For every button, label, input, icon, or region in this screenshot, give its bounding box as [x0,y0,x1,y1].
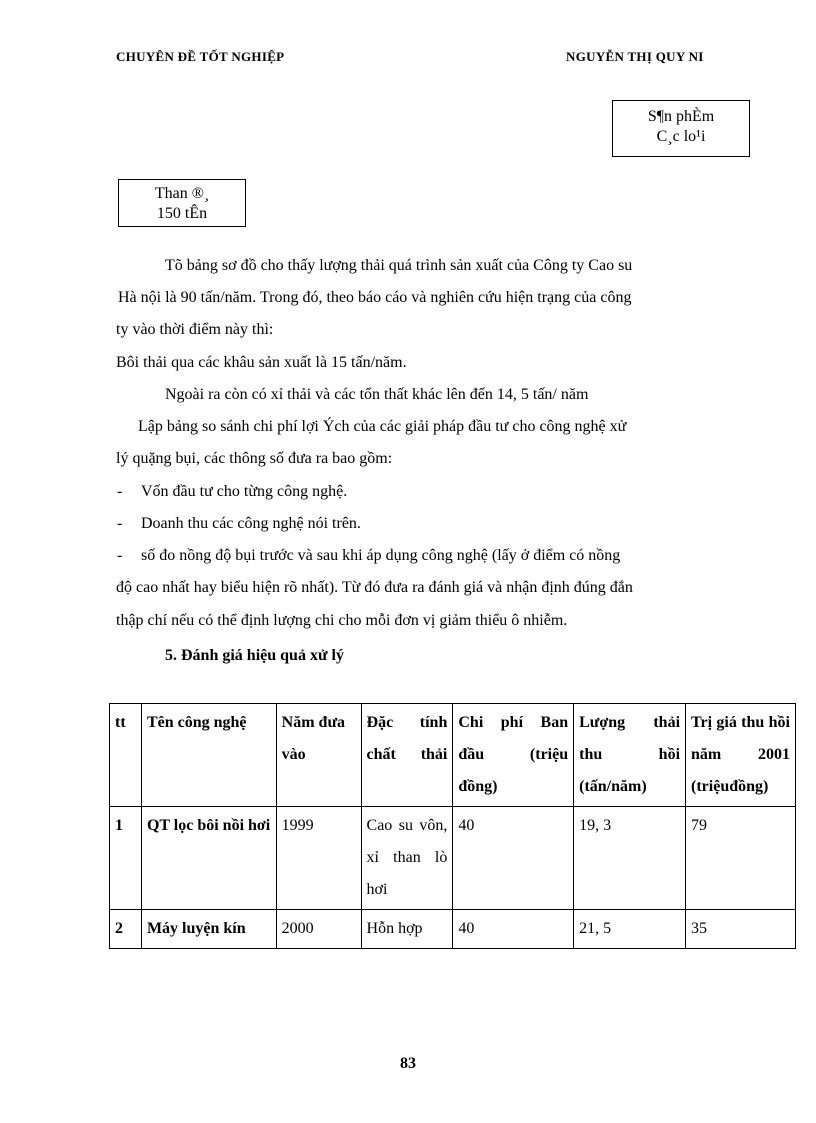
table-cell: 35 [686,910,796,949]
paragraph-line: ty vào thời điểm này thì: [116,321,274,338]
header-cell: Trị giá thu hồi năm 2001 (triệuđồng) [686,704,796,807]
product-box [612,100,750,157]
header-cell: Đặc tính chất thải [361,704,453,807]
header-right: NGUYỄN THỊ QUY NI [566,49,704,64]
table-row [110,910,796,949]
page-number: 83 [400,1055,416,1072]
table-cell: 40 [453,807,574,910]
product-box-line-1: S¶n phÈm [647,108,715,125]
table-cell: Cao su vôn, xỉ than lò hơi [361,807,453,910]
table-cell: 1 [110,807,142,910]
table-row [110,807,796,910]
table-cell: 79 [686,807,796,910]
paragraph-line: thập chí nếu có thể định lượng chi cho mỗi đơn vị giảm thiểu ô nhiễm. [116,612,568,629]
bullet-item: Doanh thu các công nghệ nói trên. [141,515,361,532]
bullet-dash: - [117,547,123,564]
coal-box-line-2: 150 tÊn [156,205,208,222]
table-cell: 2000 [276,910,361,949]
bullet-dash: - [117,483,123,500]
header-cell: Chi phí Ban đầu (triệu đồng) [453,704,574,807]
paragraph-line: Bôi thải qua các khâu sản xuất là 15 tấn/năm. [116,354,407,371]
paragraph-line: Hà nội là 90 tấn/năm. Trong đó, theo báo cáo và nghiên cứu hiện trạng của công [118,289,632,306]
table-cell: QT lọc bôi nồi hơi [141,807,276,910]
table-cell: 40 [453,910,574,949]
paragraph-line: Tõ bảng sơ đồ cho thấy lượng thải quá trình sản xuất của Công ty Cao su [165,257,633,274]
bullet-item: số đo nồng độ bụi trước và sau khi áp dụng công nghệ (lấy ở điểm có nồng [141,547,621,564]
bullet-item: Vốn đầu tư cho từng công nghệ. [141,483,348,500]
paragraph-line: lý quặng bụi, các thông số đưa ra bao gồm: [116,450,393,467]
header-cell: Tên công nghệ [141,704,276,807]
header-left: CHUYÊN ĐỀ TỐT NGHIỆP [116,49,285,64]
table-cell: 1999 [276,807,361,910]
table-cell: 19, 3 [574,807,686,910]
paragraph-line: độ cao nhất hay biểu hiện rõ nhất). Từ đó đưa ra đánh giá và nhận định đúng đắn [116,579,633,596]
table-cell: Máy luyện kín [141,910,276,949]
header-cell: Lượng thải thu hồi (tấn/năm) [574,704,686,807]
product-box-line-2: C¸c lo¹i [656,128,706,145]
table-cell: Hỗn hợp [361,910,453,949]
coal-box-line-1: Than ®¸ [154,185,210,202]
table-cell: 21, 5 [574,910,686,949]
comparison-table [109,703,796,949]
table-cell: 2 [110,910,142,949]
section-title: 5. Đánh giá hiệu quả xử lý [165,647,344,664]
header-cell: tt [110,704,142,807]
paragraph-line: Ngoài ra còn có xỉ thải và các tổn thất khác lên đến 14, 5 tấn/ năm [165,386,589,403]
header-cell: Năm đưa vào [276,704,361,807]
paragraph-line: Lập bảng so sánh chi phí lợi Ých của các giải pháp đầu tư cho công nghệ xử [138,418,627,435]
bullet-dash: - [117,515,123,532]
coal-box [118,179,246,227]
table-header-row [110,704,796,807]
